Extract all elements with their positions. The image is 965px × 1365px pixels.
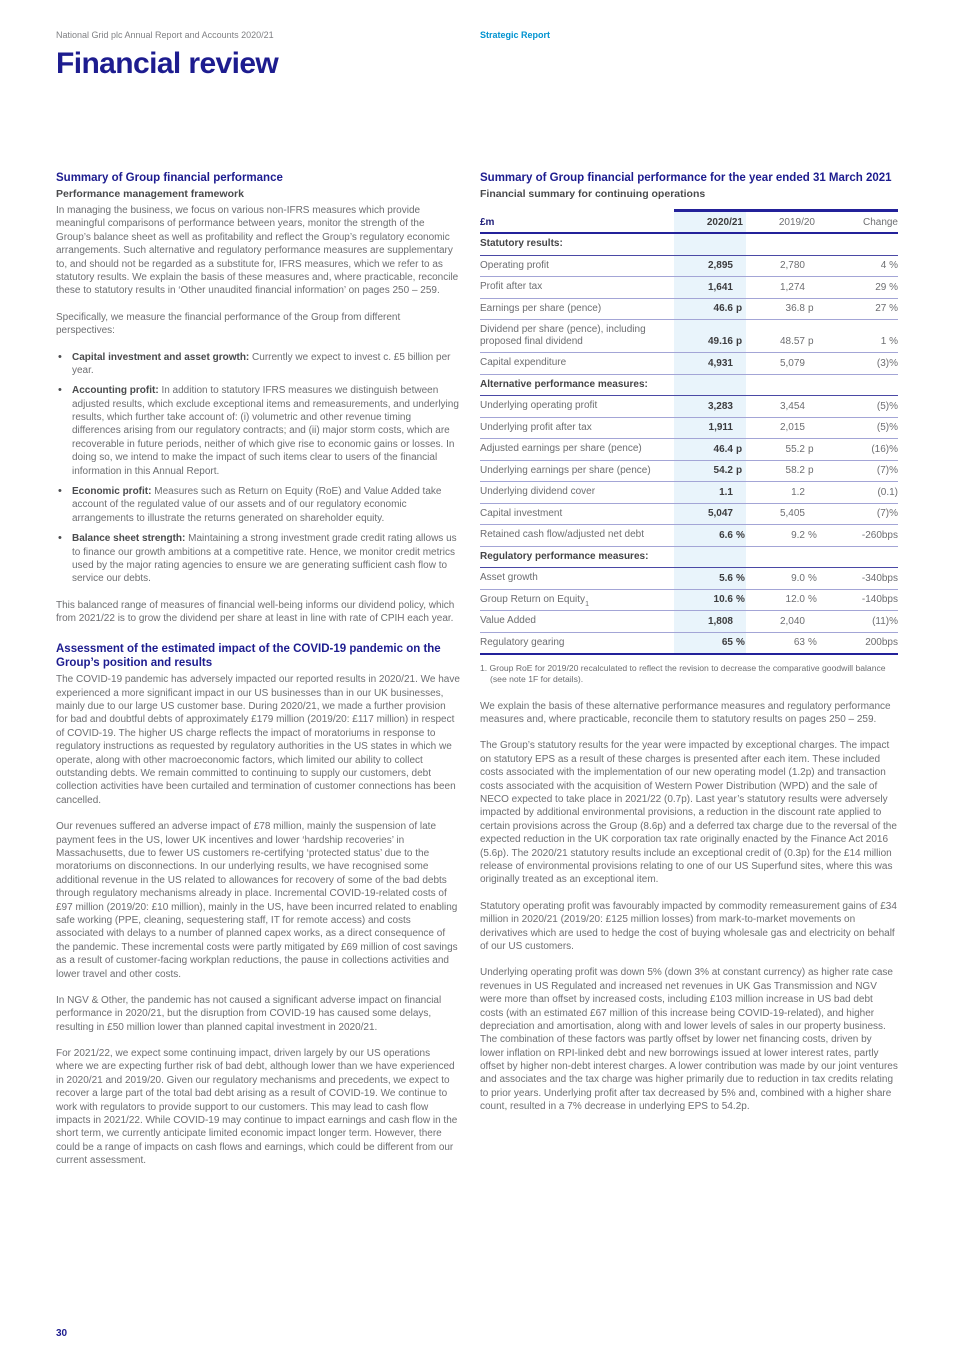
bullet-lead: Economic profit: <box>72 486 152 498</box>
table-section-row <box>480 375 898 397</box>
row-change: -140bps <box>861 594 898 606</box>
row-change: (3)% <box>876 357 898 369</box>
row-value-current: 4,931 <box>674 353 746 374</box>
bullet-icon: • <box>58 532 62 545</box>
bullet-text: In addition to statutory IFRS measures we distinguish between adjusted results, which exclude exceptional items and remeasurements, and underlying results, which further take account of: (i) volumetric and other revenue timing differences arising from our regulatory contracts; and (ii) major storm costs, which are recoverable in future periods, neither of which give rise to economic gains or losses. In doing so, we intend to make the impact of such items clear to users of the financial information in this Annual Report. <box>72 385 459 477</box>
row-value-prior: 1.2 <box>791 486 805 498</box>
bullet-icon: • <box>58 350 62 363</box>
table-section-row <box>480 547 898 569</box>
row-label: Dividend per share (pence), including proposed final dividend <box>480 324 646 347</box>
paragraph: Underlying operating profit was down 5% (down 3% at constant currency) as higher rate case revenues in US Regulated and increased net revenues in UK Gas Transmission and NGV were more than offset by increased costs, including £103 million increase in US bad debt costs (with an estimated £67 million of this increase being COVID-19-related), and higher depreciation and amortisation, along with and lower levels of sales in our property business. The combination of these factors was partly offset by lower net financing costs, driven by lower inflation on RPI-linked debt and new borrowings issued at lower interest rates, partly offset by higher non-debt interest charges. A lower contribution was made by our joint ventures and associates and the tax charge was higher primarily due to reduction in tax credits relating to prior years. Underlying profit after tax decreased by 5% and, combined with a higher share count, resulted in a 7% decrease in underlying EPS to 54.2p. <box>480 967 898 1113</box>
row-value-current: 2,895 <box>674 256 746 277</box>
table-section-row <box>480 234 898 256</box>
bullet-lead: Balance sheet strength: <box>72 533 186 545</box>
row-value-prior: 55.2 p <box>785 443 814 455</box>
table-row <box>480 299 898 321</box>
row-value-prior: 5,405 <box>779 508 805 520</box>
highlight-cell <box>674 234 746 255</box>
row-change: 4 % <box>880 260 898 272</box>
table-row <box>480 611 898 633</box>
paragraph: This balanced range of measures of financial well-being informs our dividend policy, which from 2021/22 is to grow the dividend per share at least in line with rate of CPIH each year. <box>56 599 455 625</box>
row-value-current: 65 % <box>674 633 746 654</box>
table-row <box>480 418 898 440</box>
row-value-current: 1,641 <box>674 277 746 298</box>
row-change: 200bps <box>865 637 898 649</box>
row-change: (5)% <box>876 400 898 412</box>
left-column <box>56 171 460 1181</box>
table-row <box>480 482 898 504</box>
page-title: Financial review <box>56 47 279 80</box>
row-change: -340bps <box>861 572 898 584</box>
row-value-current: 54.2 p <box>674 461 746 482</box>
paragraph: The Group’s statutory results for the year were impacted by exceptional charges. The impact on statutory EPS as a result of these charges is presented after each item. These included costs associated with the implementation of our new operating model (1.2p) and transaction costs associated with the acquisition of Western Power Distribution (WPD) and the sale of NECO expected to take place in 2021/22 (0.7p). Last year’s statutory results were adversely impacted by additional environmental provisions, a reduction in the discount rate applied to certain provisions across the Group (8.6p) and a deferred tax charge due to the reversal of the expected reduction in the UK corporation tax rate originally enacted by the Finance Act 2016 (5.6p). The 2020/21 statutory results include an exceptional credit of (0.3p) for the £14 million release of environmental provisions relating to one of our US Superfund sites, where this was originally treated as an exceptional item. <box>480 740 897 886</box>
row-label: Underlying dividend cover <box>480 486 596 498</box>
row-value-current: 1,911 <box>674 418 746 439</box>
row-label: Underlying earnings per share (pence) <box>480 464 651 476</box>
table-row <box>480 461 898 483</box>
row-value-prior: 2,040 <box>779 615 805 627</box>
row-value-current: 49.16 p <box>674 320 746 352</box>
table-row <box>480 439 898 461</box>
section-label: Strategic Report <box>480 30 551 40</box>
row-label: Capital investment <box>480 507 563 519</box>
row-value-prior: 48.57 p <box>779 336 814 348</box>
row-label: Regulatory gearing <box>480 636 565 648</box>
bullet-text: Maintaining a strong investment grade credit rating allows us to finance our growth ambitions at a competitive rate. Hence, we monitor credit metrics used by the major rating agencies to ensure we are generating sufficient cash flow to service our debts. <box>72 533 457 585</box>
row-value-current: 6.6 % <box>674 525 746 546</box>
row-label: Profit after tax <box>480 281 543 293</box>
paragraph: In managing the business, we focus on various non-IFRS measures which provide meaningful comparisons of performance between years, monitor the strength of the Group’s balance sheet as well as profitability and reflect the Group’s regulatory economic arrangements. Such alternative and regulatory performance measures are supplementary to, and should not be regarded as a substitute for, IFRS measures, which we refer to as statutory results. We explain the basis of these measures and, where practicable, reconcile these to statutory results in ‘Other unaudited financial information’ on pages 250 – 259. <box>56 205 459 297</box>
paragraph: For 2021/22, we expect some continuing impact, driven largely by our US operations where we are expecting further risk of bad debt, although lower than we have experienced in 2020/21 and 2019/20. Given our regulatory mechanisms and precedents, we expect to recover a large part of the total bad debt arising as a result of COVID-19. We continue to work with regulators to provide support to our customers. This may lead to cash flow impacts in 2021/22. While COVID-19 may continue to impact earnings and cash flow in the short term, we currently anticipate limited economic impact longer term. However, there could be a range of impacts on cash flows and earnings, which could be different from our current assessment. <box>56 1048 458 1167</box>
row-change: (16)% <box>871 443 898 455</box>
paragraph: The COVID-19 pandemic has adversely impacted our reported results in 2020/21. We have experienced a more significant impact in our US businesses than in our UK businesses, mainly due to our large US customer base. During 2020/21, we made a further provision for bad and doubtful debts of approximately £179 million (2019/20: £117 million) in respect of COVID-19. The higher US charge reflects the impact of moratoriums in response to regulatory instructions as requested by regulatory authorities in the US states in which we operate, along with other macroeconomic factors, which limited our ability to collect outstanding debts. We remain committed to continuing to supply our customers, debt collection activities have been curtailed and termination of customer connections has been cancelled. <box>56 674 460 806</box>
table-row <box>480 277 898 299</box>
table-row <box>480 568 898 590</box>
paragraph: Specifically, we measure the financial performance of the Group from different perspectives: <box>56 311 401 337</box>
table-row <box>480 525 898 547</box>
row-label: Adjusted earnings per share (pence) <box>480 443 642 455</box>
row-label: Group Return on Equity 1 <box>480 593 589 609</box>
row-value-current: 5,047 <box>674 504 746 525</box>
bullet-lead: Accounting profit: <box>72 385 159 397</box>
financial-summary-table <box>480 209 898 655</box>
row-value-current: 10.6 % <box>674 590 746 611</box>
section-label: Statutory results: <box>480 238 563 250</box>
col-header-2020-21: 2020/21 <box>674 209 746 232</box>
highlight-cell <box>674 547 746 568</box>
table-row <box>480 396 898 418</box>
subheading-financial-summary: Financial summary for continuing operations <box>480 188 706 201</box>
table-row <box>480 504 898 526</box>
row-label: Value Added <box>480 615 536 627</box>
heading-summary-year: Summary of Group financial performance for the year ended 31 March 2021 <box>480 172 892 184</box>
bullet-icon: • <box>58 384 62 397</box>
table-row <box>480 633 898 656</box>
row-value-prior: 63 % <box>793 637 817 649</box>
list-item <box>56 485 460 525</box>
row-value-prior: 9.2 % <box>791 529 817 541</box>
paragraph: We explain the basis of these alternative performance measures and regulatory performance measures and, where practicable, reconcile them to statutory results on pages 250 – 259. <box>480 700 891 726</box>
row-value-prior: 5,079 <box>779 357 805 369</box>
report-name: National Grid plc Annual Report and Accounts 2020/21 <box>56 30 274 40</box>
row-change: (5)% <box>876 422 898 434</box>
row-value-current: 46.4 p <box>674 439 746 460</box>
right-column <box>480 171 898 1181</box>
col-header-2019-20: 2019/20 <box>746 209 818 232</box>
row-value-current: 5.6 % <box>674 568 746 589</box>
row-change: 1 % <box>880 336 898 348</box>
perspectives-list <box>56 351 460 586</box>
heading-summary: Summary of Group financial performance <box>56 172 283 184</box>
row-label: Retained cash flow/adjusted net debt <box>480 529 644 541</box>
table-row <box>480 320 898 353</box>
highlight-cell <box>674 375 746 396</box>
row-change: -260bps <box>861 529 898 541</box>
row-change: 29 % <box>875 281 898 293</box>
col-header-change: Change <box>818 209 898 232</box>
row-label: Underlying profit after tax <box>480 421 592 433</box>
row-label: Asset growth <box>480 572 538 584</box>
section-label: Regulatory performance measures: <box>480 550 649 562</box>
row-value-current: 1.1 <box>674 482 746 503</box>
list-item <box>56 351 460 378</box>
row-value-prior: 2,780 <box>779 260 805 272</box>
heading-covid-assessment: Assessment of the estimated impact of the COVID-19 pandemic on the Group’s position and results <box>56 642 441 669</box>
bullet-text: Measures such as Return on Equity (RoE) and Value Added take account of the regulated value of our assets and of our regulatory economic arrangements to illustrate the returns generated on shareholder equity. <box>72 486 442 524</box>
row-label: Operating profit <box>480 259 549 271</box>
table-header-row <box>480 209 898 234</box>
row-change: (7)% <box>876 465 898 477</box>
table-row <box>480 256 898 278</box>
row-value-current: 46.6 p <box>674 299 746 320</box>
row-change: 27 % <box>875 303 898 315</box>
bullet-text: Currently we expect to invest c. £5 billion per year. <box>72 351 451 376</box>
page-number: 30 <box>56 1328 68 1339</box>
table-row <box>480 590 898 612</box>
row-label: Underlying operating profit <box>480 400 598 412</box>
row-value-prior: 1,274 <box>779 281 805 293</box>
bullet-lead: Capital investment and asset growth: <box>72 351 250 363</box>
row-change: (0.1) <box>877 486 898 498</box>
table-footnote: 1. Group RoE for 2019/20 recalculated to reflect the revision to decrease the comparative goodwill balance (see note 1F for details). <box>480 663 886 685</box>
row-value-prior: 3,454 <box>779 400 805 412</box>
bullet-icon: • <box>58 485 62 498</box>
paragraph: Our revenues suffered an adverse impact of £78 million, mainly the suspension of late payment fees in the US, lower UK incentives and lower ‘hardship recoveries’ in Massachusetts, due to fewer US customers re-certifying ‘protected status’ due to the moratoriums on disconnections. In our underlying results, we have recognised some additional revenue in the US related to allowances for recovery of some of the bad debts through regulatory mechanisms already in place. Incremental COVID-19-related costs of £97 million (2019/20: £10 million), mainly in the US, have been incurred related to enabling safe working (PPE, cleaning, sequestering staff, IT for remote access) and costs associated with delays to a number of planned capex works, as a direct consequence of the pandemic. These incremental costs were partly mitigated by £69 million of cost savings as a result of customer-facing workplan reductions, the pause in collections activities and lower travel and other costs. <box>56 821 458 980</box>
row-value-prior: 58.2 p <box>785 465 814 477</box>
row-label: Capital expenditure <box>480 357 567 369</box>
row-value-prior: 2,015 <box>779 422 805 434</box>
row-label: Earnings per share (pence) <box>480 302 602 314</box>
col-header-unit: £m <box>480 216 495 228</box>
list-item <box>56 532 460 586</box>
row-change: (7)% <box>876 508 898 520</box>
subheading-framework: Performance management framework <box>56 188 244 201</box>
table-row <box>480 353 898 375</box>
row-value-prior: 9.0 % <box>791 572 817 584</box>
page-header <box>56 30 918 40</box>
paragraph: Statutory operating profit was favourably impacted by commodity remeasurement gains of £34 million in 2020/21 (2019/20: £125 million losses) from mark-to-market movements on derivatives which are used to hedge the cost of buying wholesale gas and electricity on behalf of our US customers. <box>480 900 897 952</box>
list-item <box>56 384 460 478</box>
row-change: (11)% <box>872 615 898 627</box>
paragraph: In NGV & Other, the pandemic has not caused a significant adverse impact on financial performance in 2020/21, but the disruption from COVID-19 has caused some delays, resulting in £50 million lower than planned capital investment in 2020/21. <box>56 994 442 1033</box>
row-value-prior: 36.8 p <box>785 303 814 315</box>
row-value-current: 1,808 <box>674 611 746 632</box>
row-value-current: 3,283 <box>674 396 746 417</box>
row-value-prior: 12.0 % <box>785 594 817 606</box>
section-label: Alternative performance measures: <box>480 378 648 390</box>
